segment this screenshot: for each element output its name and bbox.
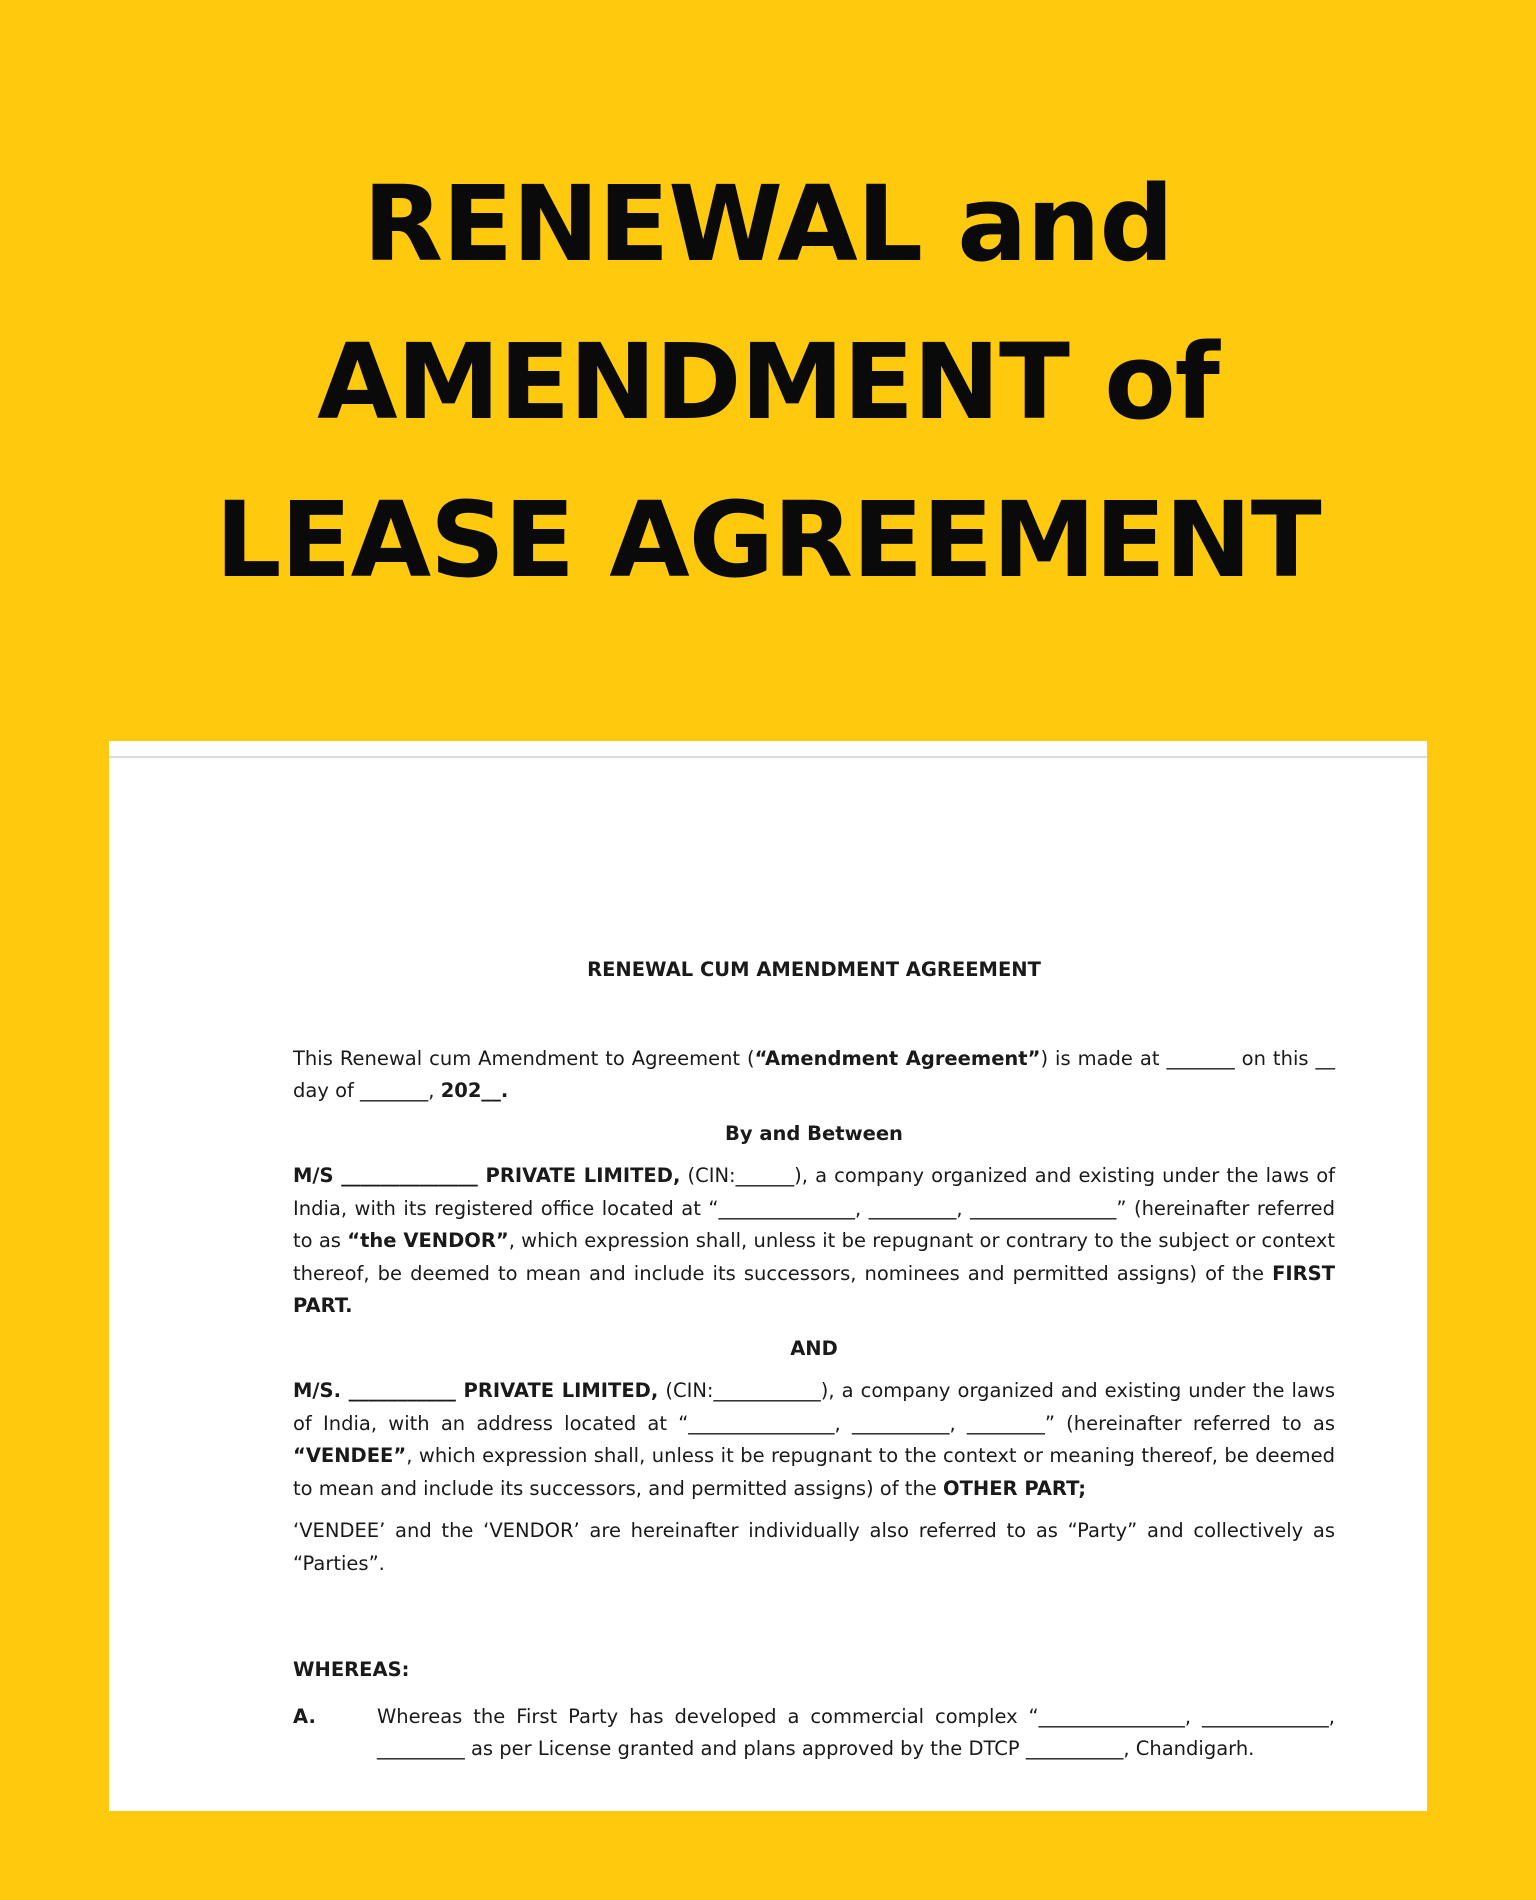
party-one-text-2: , which expression shall, unless it be repugnant or contrary to the subject or context thereof, be deemed to mean and include its successors, nominees and permitted assigns) of the: [293, 1229, 1335, 1285]
intro-text-2: ) is made at _______ on this __ day of _______,: [293, 1046, 1335, 1102]
document-page-preview: [109, 741, 1427, 1811]
document-body: [293, 954, 1335, 1766]
party-two-text-1: (CIN:___________), a company organized and existing under the laws of India, with an address located at “_______________, __________, ________” (hereinafter referred to as: [293, 1379, 1335, 1435]
cover-title-line-1: RENEWAL and: [363, 163, 1173, 285]
document-heading: RENEWAL CUM AMENDMENT AGREEMENT: [587, 958, 1041, 981]
party-two-bold-2: “VENDEE”: [293, 1444, 407, 1467]
party-one-bold-1: M/S ______________ PRIVATE LIMITED,: [293, 1164, 681, 1187]
parties-definition: ‘VENDEE’ and the ‘VENDOR’ are hereinafter individually also referred to as “Party” and collectively as “Parties”.: [293, 1519, 1335, 1575]
cover-title-line-3: LEASE AGREEMENT: [215, 479, 1321, 601]
intro-bold-1: “Amendment Agreement”: [754, 1046, 1041, 1070]
party-one-paragraph: [293, 1160, 1335, 1323]
clause-a: [293, 1701, 1335, 1766]
intro-text-1: This Renewal cum Amendment to Agreement (: [293, 1046, 755, 1070]
party-two-bold-3: OTHER PART;: [943, 1476, 1087, 1500]
party-one-text-1: (CIN:______), a company organized and existing under the laws of India, with its registered office located at “______________, _________, _______________” (hereinafter referred to as: [293, 1164, 1335, 1252]
clause-text: Whereas the First Party has developed a commercial complex “_______________, _____________, _________ as per License granted and plans approved by the DTCP __________, Chandigarh.: [377, 1704, 1335, 1760]
intro-paragraph: [293, 1043, 1335, 1108]
party-two-bold-1: M/S. ___________ PRIVATE LIMITED,: [293, 1379, 659, 1402]
intro-bold-2: 202__.: [440, 1079, 509, 1102]
party-one-bold-3: FIRST PART.: [293, 1261, 1335, 1317]
party-one-bold-2: “the VENDOR”: [347, 1229, 509, 1252]
by-and-between-heading: By and Between: [725, 1121, 903, 1145]
party-two-paragraph: [293, 1375, 1335, 1505]
clause-label: A.: [293, 1704, 316, 1728]
page-top-rule: [109, 756, 1427, 758]
and-heading: AND: [790, 1336, 838, 1360]
party-two-text-2: , which expression shall, unless it be repugnant to the context or meaning thereof, be deemed to mean and include its successors, and permitted assigns) of the: [293, 1444, 1335, 1500]
cover-title: [0, 145, 1536, 619]
whereas-heading: WHEREAS:: [293, 1658, 410, 1681]
cover-title-line-2: AMENDMENT of: [317, 321, 1219, 443]
